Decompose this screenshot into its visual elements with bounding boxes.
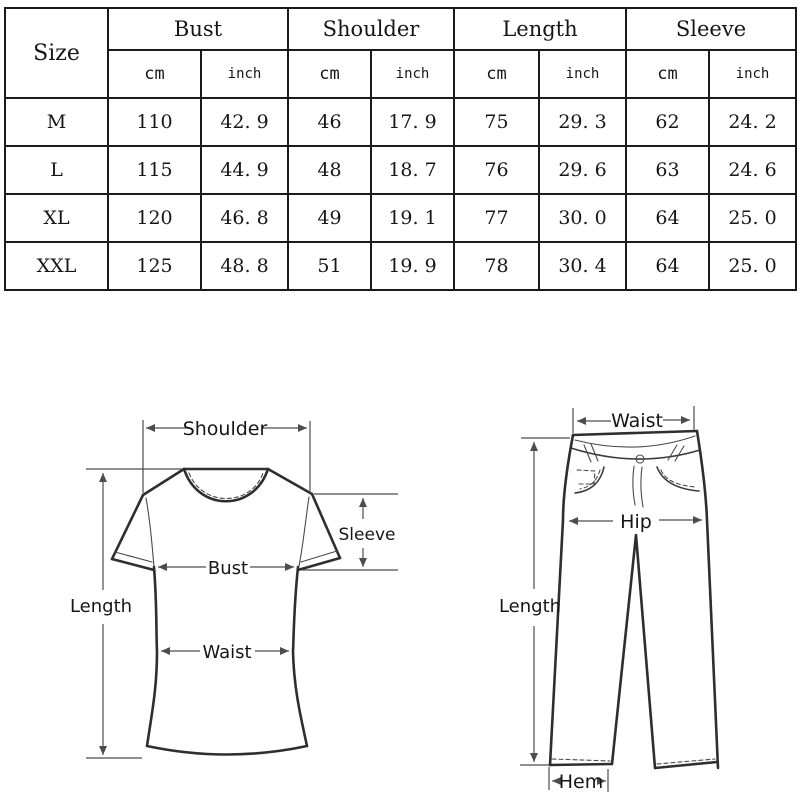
value-cell: 17. 9	[371, 98, 454, 146]
value-cell: 44. 9	[201, 146, 288, 194]
value-cell: 24. 6	[709, 146, 796, 194]
waist-label: Waist	[202, 642, 252, 663]
value-cell: 120	[108, 194, 201, 242]
pocket-left-stitch	[580, 470, 600, 489]
value-cell: 64	[626, 194, 709, 242]
value-cell: 76	[454, 146, 539, 194]
waist-label: Waist	[611, 410, 663, 432]
header-size: Size	[5, 8, 108, 98]
unit-header-cm: cm	[454, 50, 539, 98]
tshirt-right-shoulder	[268, 469, 312, 494]
table-row-l	[5, 146, 796, 194]
size-cell: XXL	[5, 242, 108, 290]
header-length: Length	[454, 8, 626, 50]
size-cell: M	[5, 98, 108, 146]
pants-left-leg-bottom	[550, 764, 612, 765]
value-cell: 78	[454, 242, 539, 290]
value-cell: 125	[108, 242, 201, 290]
tshirt-collar-stitch	[189, 473, 263, 499]
header-bust: Bust	[108, 8, 288, 50]
value-cell: 64	[626, 242, 709, 290]
pocket-right	[657, 467, 699, 491]
value-cell: 19. 9	[371, 242, 454, 290]
unit-header-cm: cm	[626, 50, 709, 98]
sleeve-label: Sleeve	[338, 525, 396, 545]
unit-header-cm: cm	[288, 50, 371, 98]
unit-header-inch: inch	[539, 50, 626, 98]
size-cell: XL	[5, 194, 108, 242]
value-cell: 115	[108, 146, 201, 194]
tshirt-right-side	[293, 567, 307, 746]
left-leg-hem-stitch	[552, 759, 610, 761]
value-cell: 77	[454, 194, 539, 242]
pants-inner-seams	[612, 535, 655, 768]
value-cell: 29. 6	[539, 146, 626, 194]
pants-waistband-bottom	[571, 448, 700, 459]
value-cell: 30. 4	[539, 242, 626, 290]
tshirt-left-sleeve-outer	[112, 495, 143, 559]
value-cell: 25. 0	[709, 242, 796, 290]
unit-header-inch: inch	[709, 50, 796, 98]
value-cell: 19. 1	[371, 194, 454, 242]
tshirt-measurement-diagram	[60, 405, 405, 800]
tshirt-left-shoulder	[143, 469, 184, 495]
pants-fly-stitch	[633, 466, 643, 507]
value-cell: 42. 9	[201, 98, 288, 146]
value-cell: 62	[626, 98, 709, 146]
unit-header-inch: inch	[371, 50, 454, 98]
tshirt-right-sleeve-hem	[298, 558, 340, 570]
value-cell: 29. 3	[539, 98, 626, 146]
value-cell: 46. 8	[201, 194, 288, 242]
table-row-m	[5, 98, 796, 146]
hem-label: Hem	[558, 771, 604, 793]
tshirt-right-sleeve-outer	[312, 494, 340, 558]
value-cell: 46	[288, 98, 371, 146]
length-label: Length	[498, 596, 562, 617]
table-row-xxl	[5, 242, 796, 290]
value-cell: 30. 0	[539, 194, 626, 242]
pocket-right-stitch	[661, 470, 695, 487]
size-cell: L	[5, 146, 108, 194]
value-cell: 25. 0	[709, 194, 796, 242]
pants-right-outer-seam	[697, 431, 718, 768]
value-cell: 110	[108, 98, 201, 146]
unit-header-cm: cm	[108, 50, 201, 98]
tshirt-left-armhole	[146, 498, 154, 566]
unit-header-inch: inch	[201, 50, 288, 98]
header-sleeve: Sleeve	[626, 8, 796, 50]
header-shoulder: Shoulder	[288, 8, 454, 50]
table-row-xl	[5, 194, 796, 242]
coin-pocket	[577, 470, 595, 484]
bust-label: Bust	[207, 558, 249, 579]
value-cell: 63	[626, 146, 709, 194]
value-cell: 48	[288, 146, 371, 194]
value-cell: 48. 8	[201, 242, 288, 290]
length-label: Length	[69, 596, 133, 617]
hip-label: Hip	[620, 511, 652, 533]
value-cell: 18. 7	[371, 146, 454, 194]
tshirt-bottom-hem	[147, 746, 307, 755]
belt-loop-right	[668, 445, 684, 461]
tshirt-right-armhole	[299, 497, 309, 566]
pants-measurement-diagram	[490, 403, 740, 800]
size-chart-table	[4, 7, 797, 291]
tshirt-left-side	[147, 567, 157, 746]
shoulder-label: Shoulder	[182, 418, 268, 440]
value-cell: 24. 2	[709, 98, 796, 146]
value-cell: 51	[288, 242, 371, 290]
value-cell: 49	[288, 194, 371, 242]
value-cell: 75	[454, 98, 539, 146]
